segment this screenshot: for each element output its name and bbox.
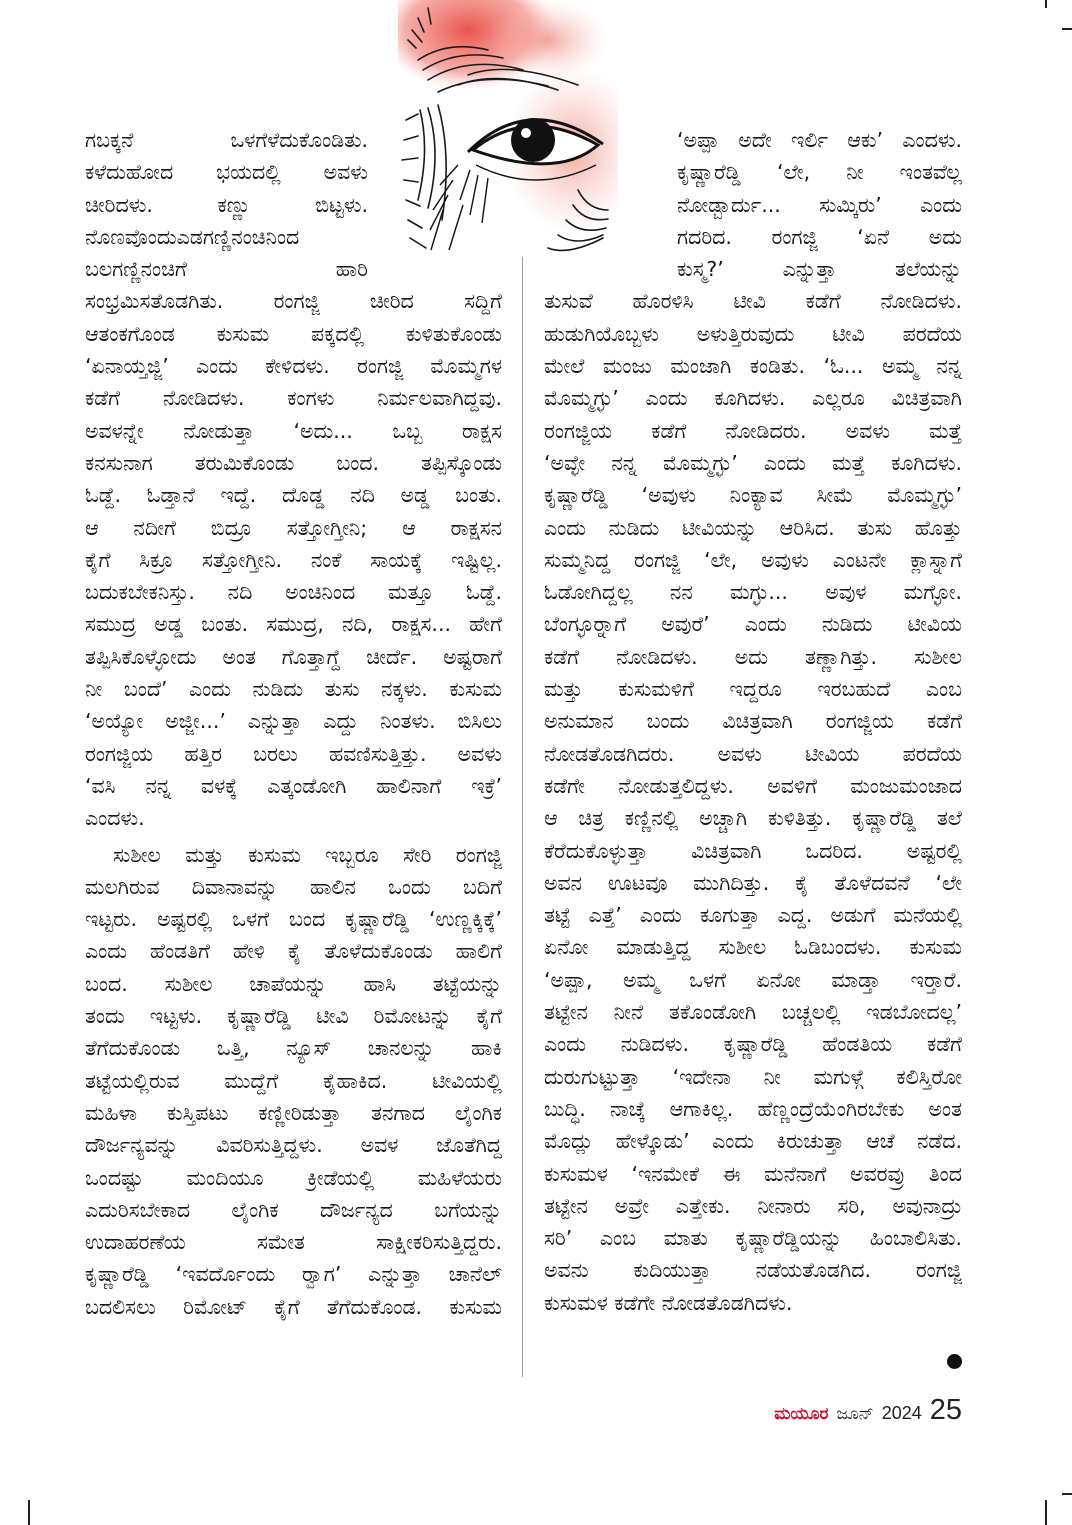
crop-mark-right-bottom (1062, 1493, 1072, 1495)
text-line: ಎದುರಿಸಬೇಕಾದ ಲೈಂಗಿಕ ದೌರ್ಜನ್ಯದ ಬಗೆಯನ್ನು (85, 1197, 502, 1222)
text-line: ತುಸುವೆ ಹೊರಳಿಸಿ ಟೀವಿ ಕಡೆಗೆ ನೋಡಿದಳು. (544, 289, 962, 314)
text-line: ‘ಅಪ್ಪಾ, ಅಮ್ಮ ಒಳಗೆ ಏನೋ ಮಾಡ್ತಾ ಇರ್‍ತಾರೆ. (544, 967, 962, 992)
page-number: 25 (929, 1394, 962, 1426)
column-left (85, 124, 502, 1323)
text-line: ದುರುಗುಟ್ಟುತ್ತಾ ‘ಇದೇನಾ ನೀ ಮಗುಳ್ಗೆ ಕಲಿಸ್ತಿರೋ (544, 1064, 962, 1089)
text-line: ಕುಸ್ಮ?’ ಎನ್ನುತ್ತಾ ತಲೆಯನ್ನು (677, 257, 962, 282)
crop-mark-bottom-right (1045, 1500, 1047, 1525)
text-line: ತಟ್ಟೇನ ಅವ್ರೇ ಎತ್ತೇಕು. ನೀನಾರು ಸರಿ, ಅವುನಾದ್ರು (544, 1193, 962, 1218)
crop-mark-right-top (1062, 28, 1072, 30)
text-line: ಕಡೆಗೆ ನೋಡಿದಳು. ಅದು ತಣ್ಣಾಗಿತ್ತು. ಸುಶೀಲ (544, 644, 962, 669)
story-end-bullet-icon (947, 1354, 962, 1369)
text-line: ಸುಶೀಲ ಮತ್ತು ಕುಸುಮ ಇಬ್ಬರೂ ಸೇರಿ ರಂಗಜ್ಜಿ (113, 842, 502, 867)
text-line: ಕಳೆದುಹೋದ ಭಯದಲ್ಲಿ ಅವಳು (85, 160, 368, 185)
text-line: ಬುದ್ಧಿ. ನಾಚ್ಕೆ ಆಗಾಕಿಲ್ಲ. ಹೆಣ್ಣಂದ್ರೆಯೆಂಗಿರಬೇಕು ಅಂತ (544, 1096, 962, 1121)
text-line: ಬೆಂಗ್ಳೂರ್‍ನಾಗೆ ಅವುರೆ’ ಎಂದು ನುಡಿದು ಟೀವಿಯ (544, 612, 962, 637)
text-line: ದೌರ್ಜನ್ಯವನ್ನು ವಿವರಿಸುತ್ತಿದ್ದಳು. ಅವಳ ಜೊತೆಗಿದ್ದ (85, 1133, 502, 1158)
text-line: ಆ ಚಿತ್ರ ಕಣ್ಣಿನಲ್ಲಿ ಅಚ್ಚಾಗಿ ಕುಳಿತಿತ್ತು. ಕೃಷ್ಣಾರೆಡ್ಡಿ ತಲೆ (544, 806, 962, 831)
text-line: ಕೃಷ್ಣಾರೆಡ್ಡಿ ‘ಅವುಳು ನಿಂಕ್ಯಾವ ಸೀಮೆ ಮೊಮ್ಮಗ್ಳು’ (544, 483, 962, 508)
text-line: ‘ಅಯ್ಯೋ ಅಜ್ಜೀ...’ ಎನ್ನುತ್ತಾ ಎದ್ದು ನಿಂತಳು. ಬಿಸಿಲು (85, 709, 502, 734)
text-line: ಮೇಲೆ ಮಂಜು ಮಂಜಾಗಿ ಕಂಡಿತು. ‘ಓ... ಅಮ್ಮ ನನ್ನ (544, 354, 962, 379)
text-line: ಸಂಭ್ರಮಿಸತೊಡಗಿತು. ರಂಗಜ್ಜಿ ಚೀರಿದ ಸದ್ದಿಗೆ (85, 289, 502, 314)
text-line: ಆ ನದೀಗೆ ಬಿದ್ರೂ ಸತ್ತೋಗ್ತೀನಿ; ಆ ರಾಕ್ಷಸನ (85, 515, 502, 540)
text-line: ಬಲಗಣ್ಣಿನಂಚಿಗೆ ಹಾರಿ (85, 257, 368, 282)
text-line: ಎಂದು ನುಡಿದು ಟೀವಿಯನ್ನು ಆರಿಸಿದ. ತುಸು ಹೊತ್ತು (544, 515, 962, 540)
text-line: ಸುಮ್ಮನಿದ್ದ ರಂಗಜ್ಜಿ ‘ಲೇ, ಅವುಳು ಎಂಟನೇ ಕ್ಲಾಸ್ನಾಗೆ (544, 547, 962, 572)
text-line: ಕನಸುನಾಗ ತರುಮಿಕೊಂಡು ಬಂದ. ತಪ್ಪಿಸ್ಕೊಂಡು (85, 450, 502, 475)
text-line: ಸಮುದ್ರ ಅಡ್ಡ ಬಂತು. ಸಮುದ್ರ, ನದಿ, ರಾಕ್ಷಸ... ಹೇಗೆ (85, 612, 502, 637)
text-line: ಓಡ್ದೆ. ಓಡ್ತಾನೆ ಇದ್ದೆ. ದೊಡ್ಡ ನದಿ ಅಡ್ಡ ಬಂತು. (85, 483, 502, 508)
text-line: ಚೀರಿದಳು. ಕಣ್ಣು ಬಿಟ್ಟಳು. (85, 192, 368, 217)
text-line: ಕಡೆಗೆ ನೋಡಿದಳು. ಕಂಗಳು ನಿರ್ಮಲವಾಗಿದ್ದವು. (85, 386, 502, 411)
crop-mark-top-right (1045, 0, 1047, 8)
text-line: ನೊಣವೊಂದುಎಡಗಣ್ಣಿನಂಚಿನಿಂದ (85, 224, 300, 249)
text-line: ಅನುಮಾನ ಬಂದು ವಿಚಿತ್ರವಾಗಿ ರಂಗಜ್ಜಿಯ ಕಡೆಗೆ (544, 709, 962, 734)
text-line: ತಪ್ಪಿಸಿಕೊಳ್ಳೋದು ಅಂತ ಗೊತ್ತಾಗ್ದೆ ಚೀರ್ದೆ. ಅಷ್ಟರಾಗೆ (85, 644, 502, 669)
text-line: ತಟ್ಟೆಯಲ್ಲಿರುವ ಮುದ್ದೆಗೆ ಕೈಹಾಕಿದ. ಟೀವಿಯಲ್ಲಿ (85, 1068, 502, 1093)
text-line: ಮೊದ್ಲು ಹೇಳ್ಕೊಡು’ ಎಂದು ಕಿರುಚುತ್ತಾ ಆಚೆ ನಡೆದ. (544, 1129, 962, 1154)
text-line: ಮತ್ತು ಕುಸುಮಳಿಗೆ ಇದ್ದರೂ ಇರಬಹುದೆ ಎಂಬ (544, 677, 962, 702)
text-line: ಬದಲಿಸಲು ರಿಮೋಟ್ ಕೈಗೆ ತೆಗೆದುಕೊಂಡ. ಕುಸುಮ (85, 1294, 502, 1319)
text-line: ‘ಅಪ್ಪಾ ಅದೇ ಇರ್ಲಿ ಆಕು’ ಎಂದಳು. (677, 128, 962, 152)
text-line: ಎಂದು ಹೆಂಡತಿಗೆ ಹೇಳಿ ಕೈ ತೊಳೆದುಕೊಂಡು ಹಾಲಿಗೆ (85, 939, 502, 964)
text-line: ತಟ್ಟೇನ ನೀನೆ ತಕೊಂಡೋಗಿ ಬಚ್ಚಲಲ್ಲಿ ಇಡಬೋದಲ್ಲ’ (544, 1000, 962, 1025)
text-line: ತೆಗೆದುಕೊಂಡು ಒತ್ತಿ, ನ್ಯೂಸ್ ಚಾನಲನ್ನು ಹಾಕಿ (85, 1036, 502, 1061)
magazine-logo: ಮಯೂರ (774, 1404, 829, 1424)
text-line: ‘ಅವ್ಳೇ ನನ್ನ ಮೊಮ್ಮಗ್ಳು’ ಎಂದು ಮತ್ತೆ ಕೂಗಿದಳು. (544, 450, 962, 475)
text-line: ಅವನು ಕುದಿಯುತ್ತಾ ನಡೆಯತೊಡಗಿದ. ರಂಗಜ್ಜಿ (544, 1258, 962, 1283)
text-line: ರಂಗಜ್ಜಿಯ ಕಡೆಗೆ ನೋಡಿದರು. ಅವಳು ಮತ್ತೆ (544, 418, 962, 443)
text-line: ಒಂದಷ್ಟು ಮಂದಿಯೂ ಕ್ರೀಡೆಯಲ್ಲಿ ಮಹಿಳೆಯರು (85, 1165, 502, 1190)
column-divider (522, 257, 523, 1377)
text-line: ಇಟ್ಟರು. ಅಷ್ಟರಲ್ಲಿ ಒಳಗೆ ಬಂದ ಕೃಷ್ಣಾರೆಡ್ಡಿ ‘ಉಣ್ಣಕ್ಕಿಕ್ಕೆ’ (85, 907, 502, 932)
issue-year: 2024 (881, 1403, 922, 1423)
text-line: ನೀ ಬಂದೆ’ ಎಂದು ನುಡಿದು ತುಸು ನಕ್ಕಳು. ಕುಸುಮ (85, 677, 502, 702)
text-line: ಎಂದು ನುಡಿದಳು. ಕೃಷ್ಣಾರೆಡ್ಡಿ ಹೆಂಡತಿಯ ಕಡೆಗೆ (544, 1032, 962, 1057)
text-line: ಬದುಕಬೇಕನಿಸ್ತು. ನದಿ ಅಂಚಿನಿಂದ ಮತ್ತೂ ಓಡ್ದೆ. (85, 580, 502, 605)
text-line: ನೋಡತೊಡಗಿದರು. ಅವಳು ಟೀವಿಯ ಪರದೆಯ (544, 741, 962, 766)
text-line: ಆತಂಕಗೊಂಡ ಕುಸುಮ ಪಕ್ಕದಲ್ಲಿ ಕುಳಿತುಕೊಂಡು (85, 321, 502, 346)
column-right (544, 124, 962, 1319)
text-line: ಮಲಗಿರುವ ದಿವಾನಾವನ್ನು ಹಾಲಿನ ಒಂದು ಬದಿಗೆ (85, 874, 502, 899)
text-line: ‘ಏನಾಯ್ತಜ್ಜಿ’ ಎಂದು ಕೇಳಿದಳು. ರಂಗಜ್ಜಿ ಮೊಮ್ಮಗಳ (85, 354, 502, 379)
text-line: ಕುಸುಮಳ ಕಡೆಗೇ ನೋಡತೊಡಗಿದಳು. (544, 1290, 793, 1315)
text-line: ಮಹಿಳಾ ಕುಸ್ತಿಪಟು ಕಣ್ಣೀರಿಡುತ್ತಾ ತನಗಾದ ಲೈಂಗಿಕ (85, 1100, 502, 1125)
page-footer (774, 1394, 962, 1426)
text-line: ಅವಳನ್ನೇ ನೋಡುತ್ತಾ ‘ಅದು... ಒಬ್ಬ ರಾಕ್ಷಸ (85, 418, 502, 443)
text-line: ಸರಿ’ ಎಂಬ ಮಾತು ಕೃಷ್ಣಾರೆಡ್ಡಿಯನ್ನು ಹಿಂಬಾಲಿಸಿತು. (544, 1226, 962, 1251)
text-line: ತಂದು ಇಟ್ಟಳು. ಕೃಷ್ಣಾರೆಡ್ಡಿ ಟೀವಿ ರಿಮೋಟನ್ನು ಕೈಗೆ (85, 1004, 502, 1029)
text-line: ಕೆರೆದುಕೊಳ್ಳುತ್ತಾ ವಿಚಿತ್ರವಾಗಿ ಒದರಿದ. ಅಷ್ಟರಲ್ಲಿ (544, 838, 962, 863)
crop-mark-bottom-left (28, 1500, 30, 1525)
text-line: ಕೃಷ್ಣಾರೆಡ್ಡಿ ‘ಲೇ, ನೀ ಇಂತವೆಲ್ಲ (677, 160, 962, 185)
issue-month: ಜೂನ್ (836, 1404, 874, 1424)
text-line: ರಂಗಜ್ಜಿಯ ಹತ್ತಿರ ಬರಲು ಹವಣಿಸುತ್ತಿತ್ತು. ಅವಳು (85, 741, 502, 766)
text-line: ಹುಡುಗಿಯೊಬ್ಬಳು ಅಳುತ್ತಿರುವುದು ಟೀವಿ ಪರದೆಯ (544, 321, 962, 346)
text-line: ಗದರಿದ. ರಂಗಜ್ಜಿ ‘ಏನೆ ಅದು (677, 224, 962, 249)
text-line: ಬಂದ. ಸುಶೀಲ ಚಾಪೆಯನ್ನು ಹಾಸಿ ತಟ್ಟೆಯನ್ನು (85, 971, 502, 996)
text-line: ಅವನ ಊಟವೂ ಮುಗಿದಿತ್ತು. ಕೈ ತೊಳೆದವನೆ ‘ಲೇ (544, 870, 962, 895)
text-line: ಮೊಮ್ಮಗ್ಳು’ ಎಂದು ಕೂಗಿದಳು. ಎಲ್ಲರೂ ವಿಚಿತ್ರವಾಗಿ (544, 386, 962, 411)
text-line: ಕೃಷ್ಣಾರೆಡ್ಡಿ ‘ಇವರ್ದೊಂದು ರ್‍ವಾಗ’ ಎನ್ನುತ್ತಾ ಚಾನೆಲ್ (85, 1262, 502, 1287)
text-line: ಕುಸುಮಳ ‘ಇನಮೇಕೆ ಈ ಮನೆನಾಗೆ ಅವರವ್ರು ತಿಂದ (544, 1161, 962, 1186)
text-line: ನೋಡ್ಬಾರ್ದು... ಸುಮ್ಕಿರು’ ಎಂದು (677, 192, 962, 217)
text-line: ಕೈಗೆ ಸಿಕ್ರೂ ಸತ್ತೋಗ್ತೀನಿ. ನಂಕೆ ಸಾಯಕ್ಕೆ ಇಷ್ಟಿಲ್ಲ. (85, 547, 502, 572)
text-line: ಕಡೆಗೇ ನೋಡುತ್ತಲಿದ್ದಳು. ಅವಳಿಗೆ ಮಂಜುಮಂಜಾದ (544, 773, 962, 798)
text-line: ಎಂದಳು. (85, 806, 145, 831)
text-line: ‘ವಸಿ ನನ್ನ ವಳಕ್ಕೆ ಎತ್ಕಂಡೋಗಿ ಹಾಲಿನಾಗೆ ಇಕ್ರೆ’ (85, 773, 502, 798)
text-line: ಗಬಕ್ಕನೆ ಒಳಗೆಳೆದುಕೊಂಡಿತು. (85, 128, 368, 152)
text-line: ಉದಾಹರಣೆಯ ಸಮೇತ ಸಾಕ್ಷೀಕರಿಸುತ್ತಿದ್ದರು. (85, 1230, 502, 1255)
text-line: ತಟ್ಟೆ ಎತ್ತೆ’ ಎಂದು ಕೂಗುತ್ತಾ ಎದ್ದ. ಅಡುಗೆ ಮನೆಯಲ್ಲಿ (544, 903, 962, 928)
text-line: ಓಡೋಗಿದ್ದಲ್ಲ ನನ ಮಗ್ಳು... ಅವುಳ ಮಗ್ಳೋ. (544, 580, 962, 605)
text-line: ಏನೋ ಮಾಡುತ್ತಿದ್ದ ಸುಶೀಲ ಓಡಿಬಂದಳು. ಕುಸುಮ (544, 935, 962, 960)
